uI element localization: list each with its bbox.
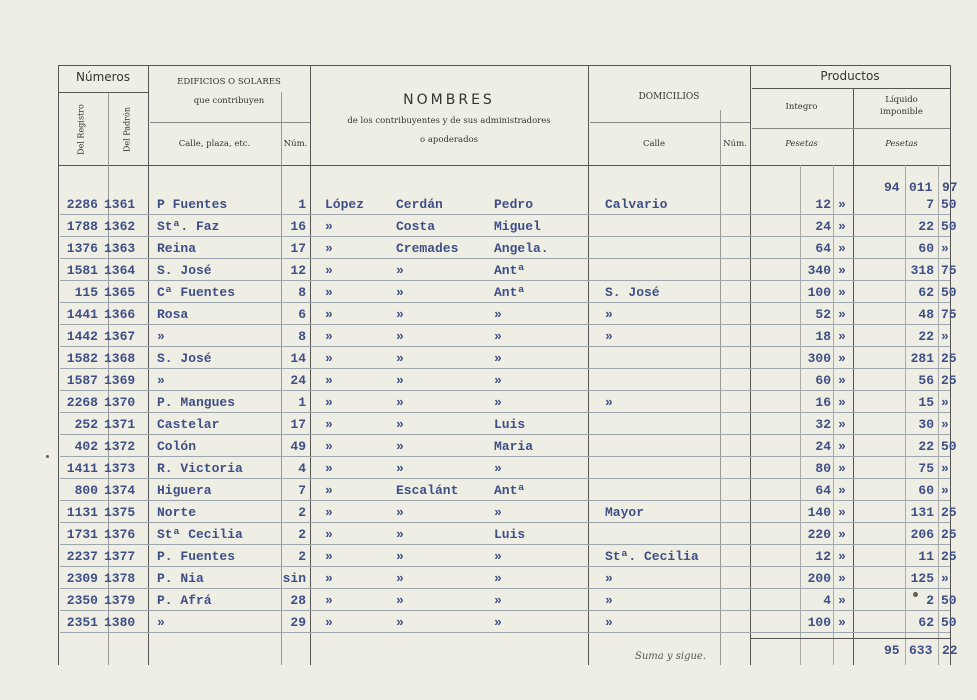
cell-lc: 50	[941, 219, 957, 234]
cell-street: »	[157, 373, 165, 388]
cell-name3: Pedro	[494, 197, 534, 212]
cell-ic: »	[838, 373, 846, 388]
cell-name3: Antª	[494, 285, 526, 300]
header-imponible: imponible	[880, 107, 923, 117]
cell-liq: 22	[918, 439, 934, 454]
cell-integro: 12	[815, 549, 831, 564]
carried-total-units: 94	[884, 180, 900, 195]
cell-pad: 1364	[104, 263, 136, 278]
cell-liq: 60	[918, 483, 934, 498]
cell-liq: 60	[918, 241, 934, 256]
cell-pad: 1378	[104, 571, 136, 586]
cell-integro: 300	[807, 351, 831, 366]
cell-name1: »	[325, 241, 333, 256]
cell-name1: »	[325, 505, 333, 520]
paper-spot	[913, 592, 918, 597]
cell-lc: 25	[941, 505, 957, 520]
cell-ic: »	[838, 241, 846, 256]
cell-lc: 75	[941, 263, 957, 278]
cell-street: Higuera	[157, 483, 212, 498]
cell-pad: 1361	[104, 197, 136, 212]
cell-street: S. José	[157, 351, 212, 366]
table-row	[0, 546, 977, 568]
header-nombres-sub1: de los contribuyentes y de sus administradores	[347, 116, 551, 126]
cell-lc: »	[941, 483, 949, 498]
cell-num: 24	[290, 373, 306, 388]
cell-ic: »	[838, 395, 846, 410]
cell-name3: »	[494, 395, 502, 410]
cell-ic: »	[838, 285, 846, 300]
cell-integro: 16	[815, 395, 831, 410]
cell-reg: 1587	[66, 373, 98, 388]
cell-name3: Antª	[494, 263, 526, 278]
table-row	[0, 326, 977, 348]
cell-integro: 100	[807, 285, 831, 300]
cell-name2: »	[396, 351, 404, 366]
cell-liq: 30	[918, 417, 934, 432]
cell-pad: 1371	[104, 417, 136, 432]
cell-lc: »	[941, 329, 949, 344]
cell-integro: 18	[815, 329, 831, 344]
header-pesetas-integro: Pesetas	[785, 139, 818, 149]
cell-pad: 1379	[104, 593, 136, 608]
cell-name1: »	[325, 351, 333, 366]
cell-name2: »	[396, 549, 404, 564]
cell-name3: Antª	[494, 483, 526, 498]
cell-name2: »	[396, 285, 404, 300]
cell-name2: »	[396, 395, 404, 410]
cell-reg: 2286	[66, 197, 98, 212]
cell-name3: »	[494, 615, 502, 630]
cell-dom: Mayor	[605, 505, 645, 520]
header-edificios: EDIFICIOS O SOLARES	[177, 77, 281, 87]
cell-reg: 1788	[66, 219, 98, 234]
cell-reg: 1411	[66, 461, 98, 476]
cell-pad: 1372	[104, 439, 136, 454]
cell-ic: »	[838, 571, 846, 586]
cell-pad: 1373	[104, 461, 136, 476]
cell-ic: »	[838, 593, 846, 608]
header-liquido: Líquido	[885, 95, 918, 105]
cell-ic: »	[838, 263, 846, 278]
cell-name1: »	[325, 593, 333, 608]
cell-num: 14	[290, 351, 306, 366]
cell-ic: »	[838, 351, 846, 366]
cell-lc: 50	[941, 197, 957, 212]
header-nombres-sub2: o apoderados	[420, 135, 478, 145]
cell-street: Norte	[157, 505, 197, 520]
cell-liq: 22	[918, 329, 934, 344]
cell-lc: »	[941, 395, 949, 410]
cell-dom: Calvario	[605, 197, 668, 212]
cell-street: P. Mangues	[157, 395, 236, 410]
cell-street: P. Afrá	[157, 593, 212, 608]
header-dom-calle: Calle	[642, 139, 666, 149]
cell-lc: 75	[941, 307, 957, 322]
cell-reg: 1376	[66, 241, 98, 256]
cell-street: Stª. Faz	[157, 219, 220, 234]
cell-num: 8	[298, 285, 306, 300]
cell-num: 17	[290, 241, 306, 256]
cell-lc: 50	[941, 439, 957, 454]
cell-reg: 1731	[66, 527, 98, 542]
cell-pad: 1375	[104, 505, 136, 520]
cell-integro: 340	[807, 263, 831, 278]
cell-ic: »	[838, 329, 846, 344]
cell-street: P. Fuentes	[157, 549, 236, 564]
cell-name3: »	[494, 307, 502, 322]
cell-name3: Angela.	[494, 241, 549, 256]
cell-reg: 252	[74, 417, 98, 432]
cell-lc: 25	[941, 351, 957, 366]
cell-street: Rosa	[157, 307, 189, 322]
cell-liq: 2	[926, 593, 934, 608]
cell-name2: »	[396, 439, 404, 454]
cell-name1: »	[325, 307, 333, 322]
cell-integro: 80	[815, 461, 831, 476]
cell-name3: »	[494, 351, 502, 366]
cell-pad: 1367	[104, 329, 136, 344]
table-row	[0, 436, 977, 458]
cell-reg: 402	[74, 439, 98, 454]
table-row	[0, 348, 977, 370]
cell-dom: »	[605, 593, 613, 608]
cell-integro: 52	[815, 307, 831, 322]
cell-liq: 206	[910, 527, 934, 542]
cell-ic: »	[838, 197, 846, 212]
cell-name1: »	[325, 417, 333, 432]
table-row	[0, 282, 977, 304]
header-sub-line	[590, 122, 750, 123]
table-row	[0, 216, 977, 238]
table-row	[0, 502, 977, 524]
total-cents: 22	[942, 643, 958, 658]
cell-reg: 1582	[66, 351, 98, 366]
cell-name3: »	[494, 549, 502, 564]
cell-liq: 62	[918, 615, 934, 630]
cell-num: 4	[298, 461, 306, 476]
cell-dom: »	[605, 307, 613, 322]
cell-street: Stª Cecilia	[157, 527, 243, 542]
cell-lc: 25	[941, 527, 957, 542]
carried-total-thousands: 011	[909, 180, 933, 195]
cell-reg: 115	[74, 285, 98, 300]
cell-lc: »	[941, 417, 949, 432]
cell-street: S. José	[157, 263, 212, 278]
cell-street: Castelar	[157, 417, 220, 432]
cell-num: 12	[290, 263, 306, 278]
cell-name3: »	[494, 329, 502, 344]
cell-name3: »	[494, 373, 502, 388]
table-row	[0, 370, 977, 392]
cell-pad: 1377	[104, 549, 136, 564]
cell-ic: »	[838, 219, 846, 234]
cell-pad: 1369	[104, 373, 136, 388]
cell-name3: »	[494, 571, 502, 586]
cell-pad: 1376	[104, 527, 136, 542]
cell-name2: »	[396, 307, 404, 322]
cell-name1: »	[325, 439, 333, 454]
cell-integro: 200	[807, 571, 831, 586]
header-calle-plaza: Calle, plaza, etc.	[178, 139, 251, 149]
cell-num: sin	[282, 571, 306, 586]
cell-reg: 800	[74, 483, 98, 498]
cell-street: Reina	[157, 241, 197, 256]
cell-name2: Costa	[396, 219, 436, 234]
header-edificios-sub: que contribuyen	[193, 96, 265, 106]
cell-name2: Cerdán	[396, 197, 443, 212]
cell-name3: »	[494, 505, 502, 520]
cell-name1: »	[325, 263, 333, 278]
header-domicilios: DOMICILIOS	[638, 92, 700, 102]
header-sub-line	[752, 88, 950, 89]
cell-lc: »	[941, 461, 949, 476]
cell-reg: 2309	[66, 571, 98, 586]
cell-ic: »	[838, 439, 846, 454]
cell-pad: 1362	[104, 219, 136, 234]
cell-integro: 100	[807, 615, 831, 630]
cell-liq: 131	[910, 505, 934, 520]
table-row	[0, 524, 977, 546]
cell-name3: Luis	[494, 417, 526, 432]
cell-num: 16	[290, 219, 306, 234]
cell-name2: »	[396, 373, 404, 388]
cell-street: Cª Fuentes	[157, 285, 236, 300]
cell-street: Colón	[157, 439, 197, 454]
cell-num: 8	[298, 329, 306, 344]
cell-ic: »	[838, 615, 846, 630]
cell-lc: 25	[941, 373, 957, 388]
cell-num: 2	[298, 549, 306, 564]
total-units: 95	[884, 643, 900, 658]
cell-liq: 22	[918, 219, 934, 234]
header-dom-num: Núm.	[723, 139, 747, 149]
cell-name2: »	[396, 527, 404, 542]
cell-pad: 1365	[104, 285, 136, 300]
cell-reg: 1581	[66, 263, 98, 278]
header-sub-line	[752, 128, 950, 129]
header-productos: Productos	[820, 69, 880, 83]
cell-ic: »	[838, 527, 846, 542]
cell-reg: 2268	[66, 395, 98, 410]
cell-name1: »	[325, 395, 333, 410]
cell-name1: »	[325, 483, 333, 498]
table-row	[0, 568, 977, 590]
total-thousands: 633	[909, 643, 933, 658]
cell-pad: 1363	[104, 241, 136, 256]
cell-name1: »	[325, 373, 333, 388]
cell-pad: 1370	[104, 395, 136, 410]
cell-ic: »	[838, 307, 846, 322]
cell-num: 49	[290, 439, 306, 454]
table-row	[0, 260, 977, 282]
cell-name1: »	[325, 285, 333, 300]
cell-dom: »	[605, 615, 613, 630]
table-row	[0, 194, 977, 216]
header-del-registro: Del Registro	[76, 104, 86, 155]
cell-integro: 60	[815, 373, 831, 388]
cell-integro: 24	[815, 219, 831, 234]
cell-num: 2	[298, 527, 306, 542]
header-del-padron: Del Padrón	[122, 107, 132, 152]
cell-name3: Luis	[494, 527, 526, 542]
header-nombres: NOMBRES	[403, 92, 495, 108]
cell-lc: 50	[941, 593, 957, 608]
cell-num: 1	[298, 395, 306, 410]
table-row	[0, 480, 977, 502]
cell-num: 1	[298, 197, 306, 212]
cell-reg: 1131	[66, 505, 98, 520]
cell-name1: »	[325, 549, 333, 564]
cell-lc: »	[941, 241, 949, 256]
cell-integro: 220	[807, 527, 831, 542]
cell-num: 7	[298, 483, 306, 498]
table-row	[0, 458, 977, 480]
cell-name2: »	[396, 263, 404, 278]
cell-dom: »	[605, 329, 613, 344]
cell-num: 17	[290, 417, 306, 432]
cell-num: 29	[290, 615, 306, 630]
cell-name2: »	[396, 615, 404, 630]
cell-street: P Fuentes	[157, 197, 228, 212]
cell-name2: »	[396, 593, 404, 608]
cell-lc: 25	[941, 549, 957, 564]
cell-lc: »	[941, 571, 949, 586]
cell-name2: »	[396, 329, 404, 344]
cell-liq: 281	[910, 351, 934, 366]
cell-name2: Cremades	[396, 241, 459, 256]
cell-liq: 7	[926, 197, 934, 212]
cell-integro: 12	[815, 197, 831, 212]
cell-integro: 140	[807, 505, 831, 520]
cell-ic: »	[838, 483, 846, 498]
cell-liq: 75	[918, 461, 934, 476]
cell-pad: 1374	[104, 483, 136, 498]
cell-street: R. Victoria	[157, 461, 243, 476]
cell-name1: »	[325, 329, 333, 344]
cell-name2: »	[396, 505, 404, 520]
cell-name1: López	[325, 197, 365, 212]
table-row	[0, 238, 977, 260]
cell-name3: »	[494, 461, 502, 476]
cell-num: 28	[290, 593, 306, 608]
cell-name2: »	[396, 571, 404, 586]
cell-name2: Escalánt	[396, 483, 459, 498]
table-row	[0, 414, 977, 436]
cell-integro: 64	[815, 483, 831, 498]
cell-name3: Miguel	[494, 219, 541, 234]
cell-liq: 62	[918, 285, 934, 300]
top-border	[58, 65, 950, 66]
cell-integro: 4	[823, 593, 831, 608]
cell-ic: »	[838, 549, 846, 564]
cell-street: »	[157, 615, 165, 630]
cell-dom: »	[605, 571, 613, 586]
cell-name1: »	[325, 571, 333, 586]
cell-lc: 50	[941, 615, 957, 630]
cell-reg: 2237	[66, 549, 98, 564]
sum-line	[750, 638, 950, 639]
cell-liq: 56	[918, 373, 934, 388]
header-sub-line	[150, 122, 310, 123]
cell-dom: Stª. Cecilia	[605, 549, 699, 564]
cell-reg: 2350	[66, 593, 98, 608]
paper-spot	[46, 455, 49, 458]
cell-dom: »	[605, 395, 613, 410]
cell-street: P. Nia	[157, 571, 204, 586]
cell-integro: 64	[815, 241, 831, 256]
table-row	[0, 392, 977, 414]
cell-name2: »	[396, 461, 404, 476]
suma-y-sigue: Suma y sigue.	[635, 651, 707, 662]
cell-dom: S. José	[605, 285, 660, 300]
cell-num: 6	[298, 307, 306, 322]
header-integro: Integro	[785, 102, 818, 112]
cell-name1: »	[325, 461, 333, 476]
cell-ic: »	[838, 461, 846, 476]
table-row	[0, 304, 977, 326]
cell-street: »	[157, 329, 165, 344]
table-row	[0, 612, 977, 634]
cell-reg: 2351	[66, 615, 98, 630]
cell-name3: »	[494, 593, 502, 608]
cell-pad: 1366	[104, 307, 136, 322]
cell-reg: 1442	[66, 329, 98, 344]
cell-ic: »	[838, 417, 846, 432]
cell-name1: »	[325, 219, 333, 234]
header-sub-line	[58, 92, 148, 93]
cell-name1: »	[325, 615, 333, 630]
cell-name2: »	[396, 417, 404, 432]
cell-liq: 11	[918, 549, 934, 564]
cell-liq: 48	[918, 307, 934, 322]
cell-liq: 125	[910, 571, 934, 586]
header-bottom-border	[58, 165, 950, 166]
cell-ic: »	[838, 505, 846, 520]
cell-integro: 32	[815, 417, 831, 432]
cell-pad: 1380	[104, 615, 136, 630]
table-row	[0, 590, 977, 612]
header-num: Núm.	[283, 139, 308, 149]
cell-reg: 1441	[66, 307, 98, 322]
cell-name3: Maria	[494, 439, 534, 454]
header-numeros: Números	[76, 70, 130, 84]
cell-integro: 24	[815, 439, 831, 454]
cell-lc: 50	[941, 285, 957, 300]
cell-liq: 15	[918, 395, 934, 410]
header-pesetas-liquido: Pesetas	[885, 139, 918, 149]
carried-total-cents: 97	[942, 180, 958, 195]
cell-num: 2	[298, 505, 306, 520]
cell-liq: 318	[910, 263, 934, 278]
cell-name1: »	[325, 527, 333, 542]
cell-pad: 1368	[104, 351, 136, 366]
